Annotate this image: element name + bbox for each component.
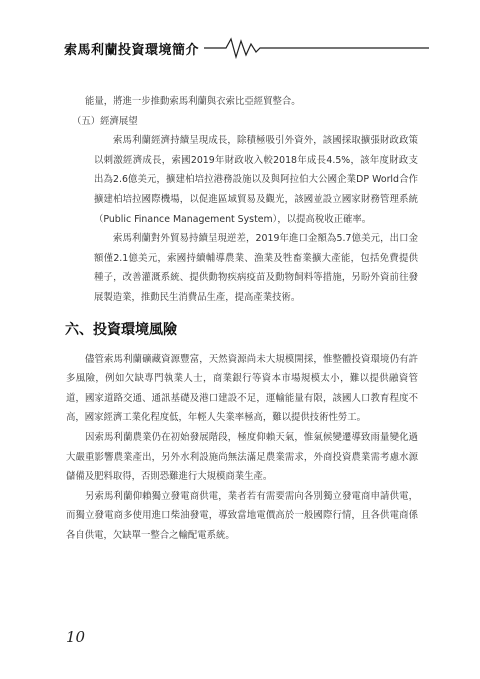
page-header bbox=[64, 36, 424, 60]
header-title: 索馬利蘭投資環境簡介 bbox=[64, 43, 200, 58]
subsection-heading: （五）經濟展望 bbox=[72, 115, 138, 127]
section-paragraph-1: 儘管索馬利蘭礦藏資源豐富，天然資源尚未大規模開採，惟整體投資環境仍有許多風險，例如欠缺專門執業人士，商業銀行等資本市場規模太小，難以提供融資管道，國家道路交通、通訊基礎及港口建設不足，運輸能量有限，該國人口教育程度不高，國家經濟工業化程度低，年輕人失業率極高，難以提供技術性勞工。 bbox=[66, 353, 418, 424]
section-paragraph-3: 另索馬利蘭仰賴獨立發電商供電，業者若有需要需向各別獨立發電商申請供電，而獨立發電商多使用進口柴油發電，導致當地電價高於一般國際行情，且各供電商係各自供電，欠缺單一整合之輸配電系統。 bbox=[66, 490, 418, 541]
subsection-paragraph-2: 索馬利蘭對外貿易持續呈現逆差，2019年進口金額為5.7億美元，出口金額僅2.1億美元，索國持續輔導農業、漁業及牲畜業擴大產能，包括免費提供種子，改善灌溉系統、提供動物疾病疫苗及動物飼料等措施，另盼外資前往發展製造業，推動民生消費品生產，提高產業技術。 bbox=[94, 233, 418, 303]
page-number: 10 bbox=[66, 628, 86, 646]
document-body bbox=[66, 92, 418, 545]
subsection-paragraph-1: 索馬利蘭經濟持續呈現成長，除積極吸引外資外，該國採取擴張財政政策以刺激經濟成長，索國2019年財政收入較2018年成長4.5%，該年度財政支出為2.6億美元，擴建柏培拉港務設施以及與阿拉伯大公國企業DP World合作擴建柏培拉國際機場，以促進區域貿易及觀光，該國並設立國家財務管理系統（Public Finance Management System），以提高稅收正確率。 bbox=[94, 135, 418, 225]
intro-continuation: 能量，將進一步推動索馬利蘭與衣索比亞經貿整合。 bbox=[85, 96, 301, 107]
section-heading: 六、投資環境風險 bbox=[65, 321, 177, 338]
heartbeat-line-graphic bbox=[204, 36, 429, 60]
section-paragraph-2: 因索馬利蘭農業仍在初始發展階段，極度仰賴天氣，惟氣候變遷導致雨量變化過大嚴重影響農業產出，另外水利設施尚無法滿足農業需求，外商投資農業需考慮水源儲備及肥料取得，否則恐難進行大規模商業生產。 bbox=[66, 431, 418, 483]
